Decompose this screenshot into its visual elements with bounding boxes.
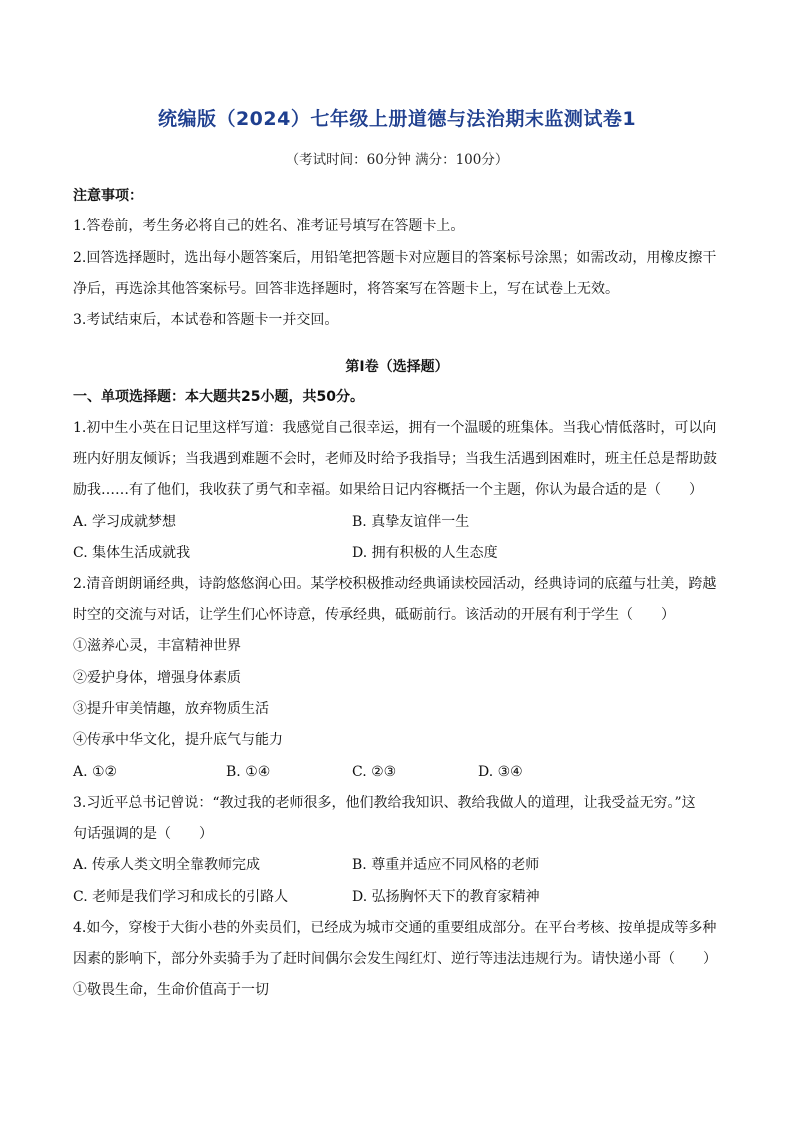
question-1-option-b: B. 真挚友谊伴一生 bbox=[352, 514, 470, 530]
question-1-line: 班内好朋友倾诉；当我遇到难题不会时，老师及时给予我指导；当我生活遇到困难时，班主任总是帮助鼓 bbox=[73, 451, 717, 467]
section-title: 第I卷（选择题） bbox=[345, 359, 449, 375]
notice-item: 净后，再选涂其他答案标号。回答非选择题时，将答案写在答题卡上，写在试卷上无效。 bbox=[73, 281, 619, 297]
question-2-option-d: D. ③④ bbox=[478, 764, 523, 780]
question-2-line: 时空的交流与对话，让学生们心怀诗意，传承经典，砥砺前行。该活动的开展有利于学生（ ） bbox=[73, 607, 675, 623]
question-2-item: ①滋养心灵，丰富精神世界 bbox=[73, 638, 241, 654]
question-1-option-d: D. 拥有积极的人生态度 bbox=[352, 545, 498, 561]
question-4-line: 4.如今，穿梭于大街小巷的外卖员们，已经成为城市交通的重要组成部分。在平台考核、按单提成等多种 bbox=[73, 920, 717, 936]
exam-subtitle: （考试时间：60分钟 满分：100分） bbox=[285, 152, 509, 168]
notice-item: 3.考试结束后，本试卷和答题卡一并交回。 bbox=[73, 312, 339, 328]
question-2-item: ③提升审美情趣，放弃物质生活 bbox=[73, 701, 269, 717]
question-3-option-d: D. 弘扬胸怀天下的教育家精神 bbox=[352, 889, 540, 905]
question-3-option-a: A. 传承人类文明全靠教师完成 bbox=[73, 857, 261, 873]
question-1-line: 1.初中生小英在日记里这样写道：我感觉自己很幸运，拥有一个温暖的班集体。当我心情低落时，可以向 bbox=[73, 420, 717, 436]
question-3-line: 3.习近平总书记曾说：“教过我的老师很多，他们教给我知识、教给我做人的道理，让我受益无穷。”这 bbox=[73, 795, 696, 811]
question-1-option-c: C. 集体生活成就我 bbox=[73, 545, 191, 561]
question-2-item: ④传承中华文化，提升底气与能力 bbox=[73, 732, 283, 748]
exam-title: 统编版（2024）七年级上册道德与法治期末监测试卷1 bbox=[157, 108, 637, 130]
question-2-option-c: C. ②③ bbox=[352, 764, 397, 780]
question-2-line: 2.清音朗朗诵经典，诗韵悠悠润心田。某学校积极推动经典诵读校园活动，经典诗词的底蕴与壮美，跨越 bbox=[73, 576, 717, 592]
question-2-item: ②爱护身体，增强身体素质 bbox=[73, 670, 241, 686]
question-1-line: 励我……有了他们，我收获了勇气和幸福。如果给日记内容概括一个主题，你认为最合适的是（ ） bbox=[73, 482, 703, 498]
question-3-option-b: B. 尊重并适应不同风格的老师 bbox=[352, 857, 540, 873]
notice-item: 1.答卷前，考生务必将自己的姓名、准考证号填写在答题卡上。 bbox=[73, 218, 465, 234]
notice-item: 2.回答选择题时，选出每小题答案后，用铅笔把答题卡对应题目的答案标号涂黑；如需改动，用橡皮擦干 bbox=[73, 250, 717, 266]
part-heading: 一、单项选择题：本大题共25小题，共50分。 bbox=[73, 389, 364, 405]
question-4-item: ①敬畏生命，生命价值高于一切 bbox=[73, 982, 269, 998]
question-3-line: 句话强调的是（ ） bbox=[73, 826, 213, 842]
question-2-option-b: B. ①④ bbox=[226, 764, 271, 780]
question-2-option-a: A. ①② bbox=[73, 764, 118, 780]
notice-heading: 注意事项： bbox=[73, 188, 143, 204]
question-1-option-a: A. 学习成就梦想 bbox=[73, 514, 177, 530]
question-4-line: 因素的影响下，部分外卖骑手为了赶时间偶尔会发生闯红灯、逆行等违法违规行为。请快递小哥（ ） bbox=[73, 951, 717, 967]
question-3-option-c: C. 老师是我们学习和成长的引路人 bbox=[73, 889, 289, 905]
